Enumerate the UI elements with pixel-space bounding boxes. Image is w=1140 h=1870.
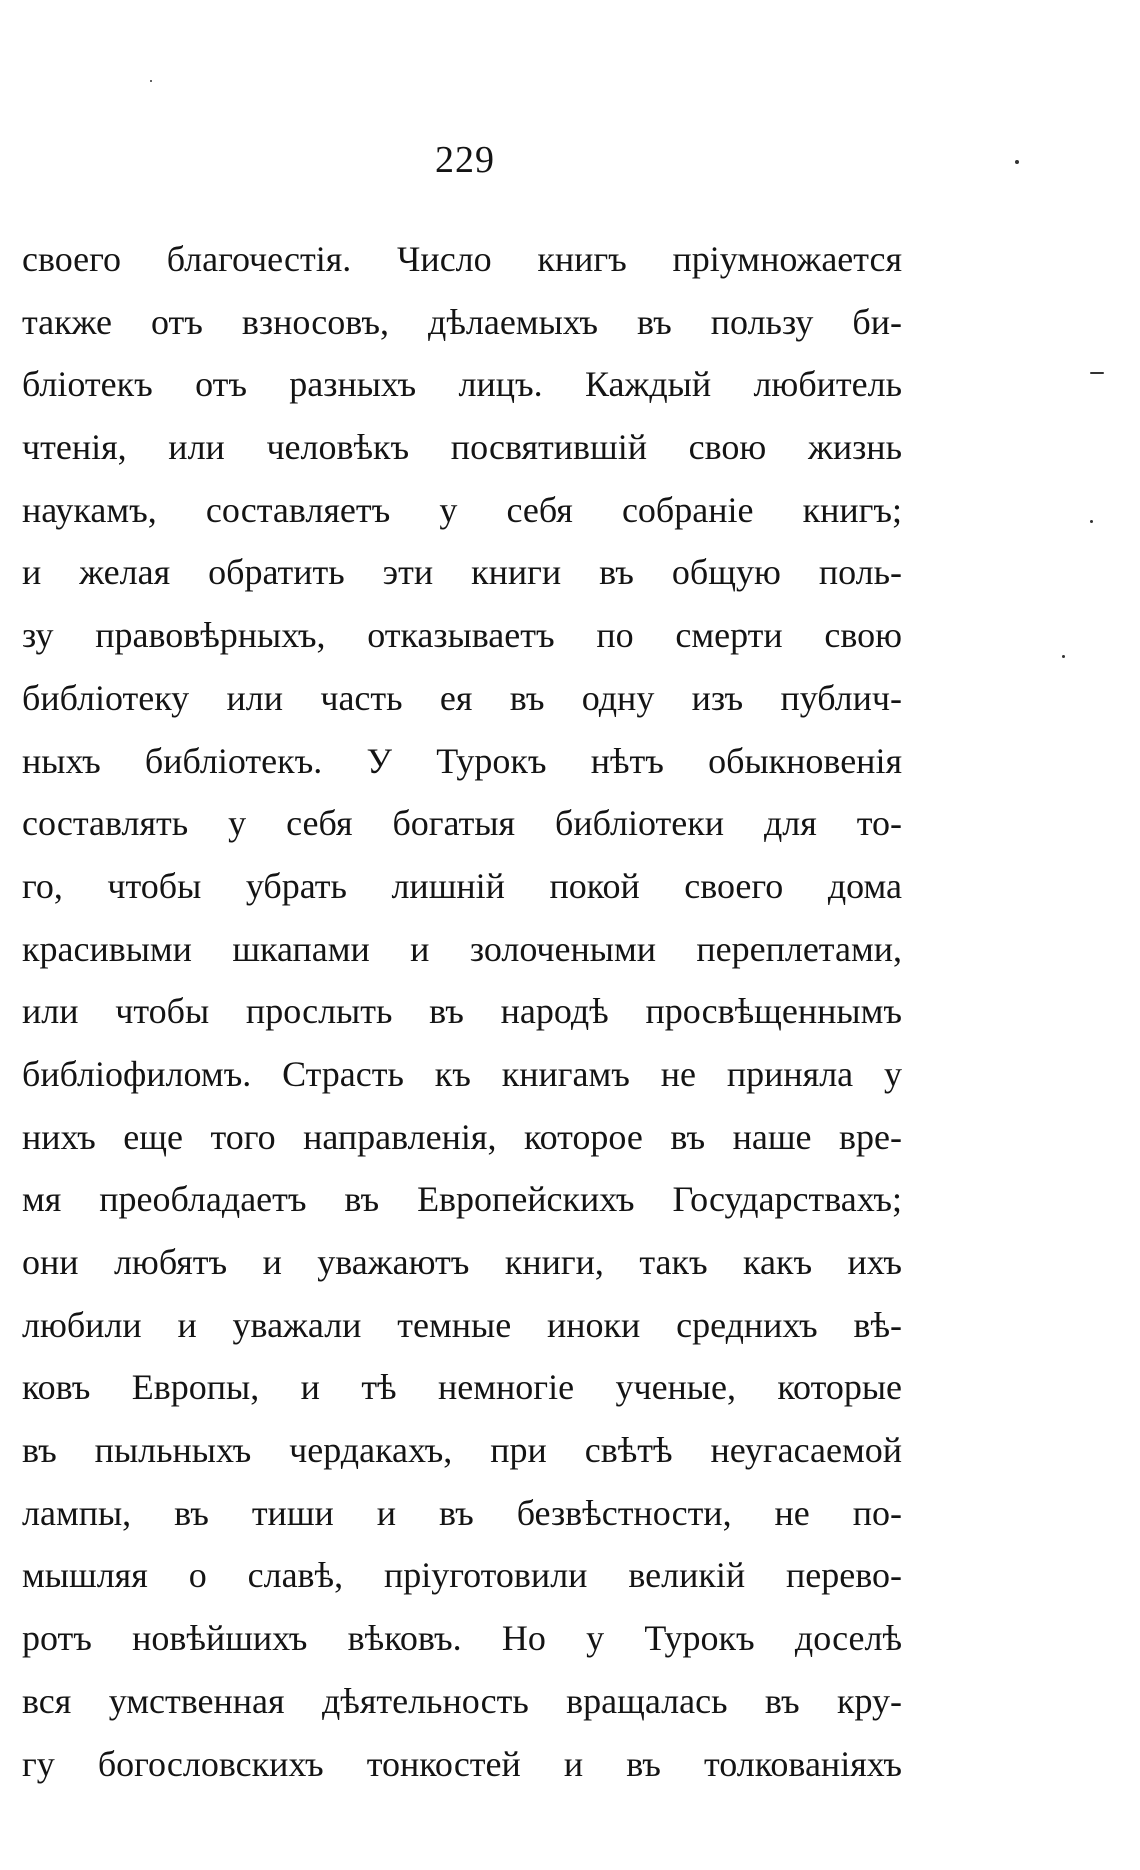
text-line: гу богословскихъ тонкостей и въ толкованіяхъ [22, 1743, 902, 1784]
text-line: они любятъ и уважаютъ книги, такъ какъ ихъ [22, 1242, 902, 1282]
text-line: мя преобладаетъ въ Европейскихъ Государствахъ; [22, 1179, 902, 1220]
text-line: ковъ Европы, и тѣ немногіе ученые, которые [22, 1367, 902, 1408]
page-number: 229 [435, 139, 495, 181]
body-text [22, 228, 902, 1795]
text-line: нихъ еще того направленія, которое въ наше вре- [22, 1116, 902, 1157]
text-line: красивыми шкапами и золочеными переплетами, [22, 928, 902, 969]
scan-speck [1090, 372, 1104, 374]
text-line: составлять у себя богатыя библіотеки для то- [22, 803, 902, 844]
text-line: библіофиломъ. Страсть къ книгамъ не приняла у [22, 1053, 902, 1094]
text-line: въ пыльныхъ чердакахъ, при свѣтѣ неугасаемой [22, 1430, 902, 1471]
text-line: лампы, въ тиши и въ безвѣстности, не по- [22, 1492, 902, 1533]
text-line: чтенія, или человѣкъ посвятившій свою жизнь [22, 427, 902, 468]
scan-speck [1062, 655, 1065, 658]
text-line: го, чтобы убрать лишній покой своего дома [22, 865, 902, 906]
text-line: зу правовѣрныхъ, отказываетъ по смерти свою [22, 615, 902, 656]
scan-speck [1090, 520, 1093, 523]
text-line: ныхъ библіотекъ. У Турокъ нѣтъ обыкновенія [22, 740, 902, 781]
scan-speck [150, 80, 152, 82]
text-line: наукамъ, составляетъ у себя собраніе книгъ; [22, 489, 902, 530]
text-line: бліотекъ отъ разныхъ лицъ. Каждый любитель [22, 364, 902, 405]
text-line: и желая обратить эти книги въ общую поль- [22, 552, 902, 593]
text-line: библіотеку или часть ея въ одну изъ публич- [22, 677, 902, 718]
text-line: ротъ новѣйшихъ вѣковъ. Но у Турокъ доселѣ [22, 1618, 902, 1659]
text-line: также отъ взносовъ, дѣлаемыхъ въ пользу би- [22, 301, 902, 342]
text-line: вся умственная дѣятельность вращалась въ кру- [22, 1680, 902, 1721]
scan-speck [1015, 160, 1019, 164]
text-line: мышляя о славѣ, пріуготовили великій перево- [22, 1555, 902, 1596]
text-line: любили и уважали темные иноки среднихъ вѣ- [22, 1304, 902, 1345]
text-line: или чтобы прослыть въ народѣ просвѣщеннымъ [22, 991, 902, 1032]
text-line: своего благочестія. Число книгъ пріумножается [22, 239, 902, 279]
